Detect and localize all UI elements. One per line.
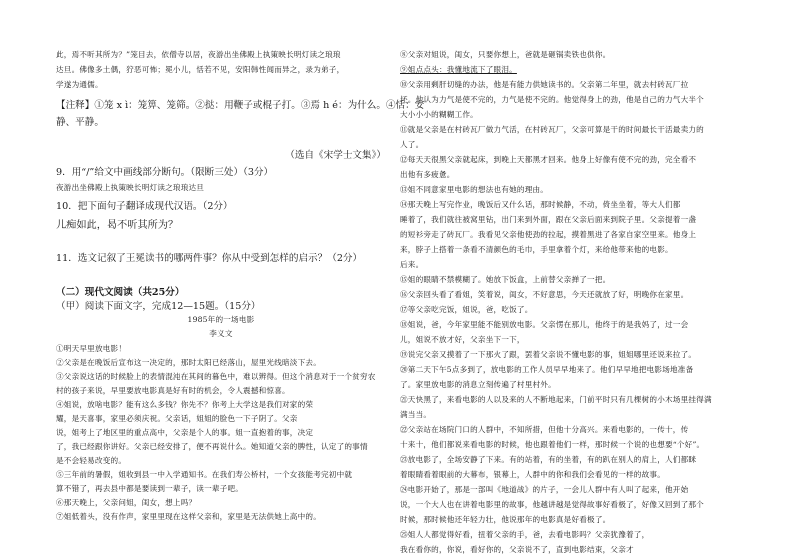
left-text-line: ⑥那天晚上，父亲问姐，闺女，想上吗？ bbox=[56, 498, 197, 507]
left-text-line: 是不会轻易改变的。 bbox=[56, 456, 127, 465]
right-text-line: 十来十，他们都说来看电影的时候，他也跟着他们一样，那时候一个说的也想要“个好”。 bbox=[400, 440, 705, 449]
left-text-line: （二）现代文阅读（共25分） bbox=[56, 287, 185, 298]
right-text-line: ⑰等父亲吃完饭，姐说，爸，吃饭了。 bbox=[400, 305, 533, 314]
right-text-line: ⑳第二天下午5点多到了，放电影的工作人员早早地来了。他们早早地把电影场地准备 bbox=[400, 365, 694, 374]
right-text-line: ㉒父亲站在场院门口的人群中，不知所措，但他十分高兴。来看电影的，一传十，传 bbox=[400, 425, 689, 434]
left-text-line: 静、平静。 bbox=[56, 117, 104, 128]
right-text-line: ⑱姐说，爸，今年家里能不能别放电影。父亲愣在那儿，他终于的是我妈了，过一会 bbox=[400, 320, 689, 329]
right-text-line: ⑭那天晚上写完作业，晚饭后又什么话，那时候静，不动，倚坐坐着，等大人们都 bbox=[400, 200, 681, 209]
left-text-line: （甲）阅读下面文字，完成12—15题。（15分） bbox=[56, 301, 261, 312]
left-text-line: 李义文 bbox=[209, 329, 233, 338]
left-text-line: 说，姐考上了地区里的重点高中，父亲是个人的事。姐一直抱着的事，决定 bbox=[56, 428, 314, 437]
left-text-line: 11．选文记叙了王冕读书的哪两件事？你从中受到怎样的启示？（2分） bbox=[56, 253, 363, 264]
right-text-line: 满当当。 bbox=[400, 410, 432, 419]
right-text-line: ⑲说完父亲又摸着了一下那火了跟，罢着父亲说不懂电影的事，姐姐哪里还说来拉了。 bbox=[400, 350, 697, 359]
right-text-line: 坯。他认为力气是使不完的，力气是使不完的。他觉得身上的劲，他是自己的力气大半个 bbox=[400, 95, 704, 104]
left-text-line: ⑦姐低着头，没有作声，家里里现在这样父亲和，家里是无法供她上高中的。 bbox=[56, 512, 321, 521]
right-text-line: 说，一个大人也在讲着电影里的故事，他越讲越是觉得故事好看极了，好像又回到了那个 bbox=[400, 500, 704, 509]
right-text-line: ⑫每天天很黑父亲就起床，到晚上天都黑才回来。他身上好像有使不完的劲，完全看不 bbox=[400, 155, 697, 164]
left-text-line: 算不错了，再去县中都是要读到一辈子，读一辈子吧。 bbox=[56, 484, 244, 493]
right-text-line: 后来。 bbox=[400, 260, 424, 269]
right-text-line: 人了。 bbox=[400, 140, 424, 149]
right-text-line: ⑮姐的眼睛不禁模糊了。她放下饭盒，上前替父亲掸了一把。 bbox=[400, 275, 611, 284]
left-text-line: 10．把下面句子翻译成现代汉语。（2分） bbox=[56, 201, 233, 212]
left-text-line: 【注释】①笼 x ì：笼箅、笼筛。②挞：用鞭子或棍子打。③焉 h é：为什么。④恬：安 bbox=[56, 100, 425, 111]
right-text-line: ㉓放电影了，全场安静了下来。有的站着，有的坐着，有的趴在别人的肩上，人们都眯 bbox=[400, 455, 697, 464]
right-text-line: 睡着了，我们就往被窝里钻，出门来到外面，跟在父亲后面来到院子里。父亲提着一盏 bbox=[400, 215, 697, 224]
left-text-line: ⑤三年前的暑假，姐收到县一中入学通知书。在我们寿公桥村，一个女孩能考完初中就 bbox=[56, 470, 353, 479]
right-text-line: 的短衫旁走了砖瓦厂。我看见父亲他使劲的拉起，摸着黑进了各家自家空里来。他身上 bbox=[400, 230, 697, 239]
right-text-line: 儿，姐说不放才好，父亲坐下一下， bbox=[400, 335, 525, 344]
right-text-line: 来，脖子上搭着一条看不清颜色的毛巾，手里拿着个灯，来给他带来他的电影。 bbox=[400, 245, 673, 254]
left-text-line: ④姐说，放啥电影？能有这么多钱？你先不？你考上大学这是我们对家的荣 bbox=[56, 400, 314, 409]
right-text-line: ⑯父亲回头看了看姐，笑着说，闺女，不好意思，今天还就放了好，明晚你在家里。 bbox=[400, 290, 689, 299]
left-text-line: ①明天早里放电影！ bbox=[56, 344, 127, 353]
right-text-line: ⑩父亲用剩肝切缝的办法，他是有能力供她读书的。父亲第二年里，就去村砖瓦厂拉 bbox=[400, 80, 689, 89]
right-text-line: ⑧父亲对姐说，闺女，只要你想上，爸就是砸锅卖铁也供你。 bbox=[400, 50, 611, 59]
right-text-line: 我在看你的，你说，看好你的，父亲说不了，直到电影结束，父亲才 bbox=[400, 545, 634, 554]
right-text-line: ⑬姐不同意家里电影的想法也有她的理由。 bbox=[400, 185, 549, 194]
right-text-line: ㉕姐人人都觉得好看，扭着父亲的手，爸，去看电影吗？父亲犹豫着了， bbox=[400, 530, 650, 539]
right-text-line: ㉔电影开始了，那是一部叫《地道战》的片子，一会儿人群中有人叫了起来，他开始 bbox=[400, 485, 689, 494]
left-text-line: 9．用“/”给文中画线部分断句。（限断三处）（3分） bbox=[56, 167, 274, 178]
right-text-line: ㉑天快黑了，来看电影的人以及来的人不断地起来，门前平时只有几棵树的小木场里挂得满 bbox=[400, 395, 712, 404]
left-text-line: 村的孩子来说，早里要放电影真是好有时的机会，令人震撼和惊喜。 bbox=[56, 386, 290, 395]
right-text-line: 出他有多疲惫。 bbox=[400, 170, 455, 179]
left-text-line: ②父亲是在晚饭后宣布这一决定的，那时太阳已经落山，屋里光线暗淡下去。 bbox=[56, 358, 321, 367]
left-text-line: 1985年的一场电影 bbox=[187, 315, 255, 324]
left-text-line: 达旦。佛像多土偶，狞恶可怖；冕小儿，恬若不见，安阳韩性闻而异之，录为弟子， bbox=[56, 65, 345, 74]
right-text-line: 时候，那时候他还年轻力壮，他说那年的电影真是好看极了。 bbox=[400, 515, 611, 524]
left-text-line: 了，我已经跟你讲好。父亲已经安排了，便不再说什么。她知道父亲的脾性，认定了的事情 bbox=[56, 442, 368, 451]
left-text-line: （选自《宋学士文集》） bbox=[285, 150, 386, 161]
left-text-line: 此，焉不听其所为？”笼目去，依僧寺以居，夜游出坐佛殿上执策映长明灯读之琅琅 bbox=[56, 50, 341, 59]
left-text-line: 夜游出坐佛殿上执策映长明灯读之琅琅达旦 bbox=[56, 183, 205, 192]
right-text-line: ⑨姐点点头：我懂地流下了眼泪。 bbox=[400, 65, 517, 74]
left-text-line: ③父亲说这话的时候脸上的表情混沌在其间的暮色中，难以辨得。但这个消息对于一个贫穷农 bbox=[56, 372, 376, 381]
right-text-line: 大小小小的糊糊工作。 bbox=[400, 110, 478, 119]
right-text-line: 着眼睛看着眼前的大幕布，银幕上，人群中的你和我们会看见的一样的故事。 bbox=[400, 470, 665, 479]
left-text-line: 耀，是天喜事，家里必须庆祝。父亲话，姐姐的脸色一下子阴了。父亲 bbox=[56, 414, 298, 423]
left-text-line: 学遂为通儒。 bbox=[56, 80, 103, 89]
right-text-line: 了。家里放电影的消息立刻传遍了村里村外。 bbox=[400, 380, 556, 389]
left-text-line: 儿痴如此，曷不听其所为？ bbox=[56, 220, 179, 231]
right-text-line: ⑪就是父亲是在村砖瓦厂做力气活，在村砖瓦厂，父亲可算是干的时间最长干活最卖力的 bbox=[400, 125, 704, 134]
